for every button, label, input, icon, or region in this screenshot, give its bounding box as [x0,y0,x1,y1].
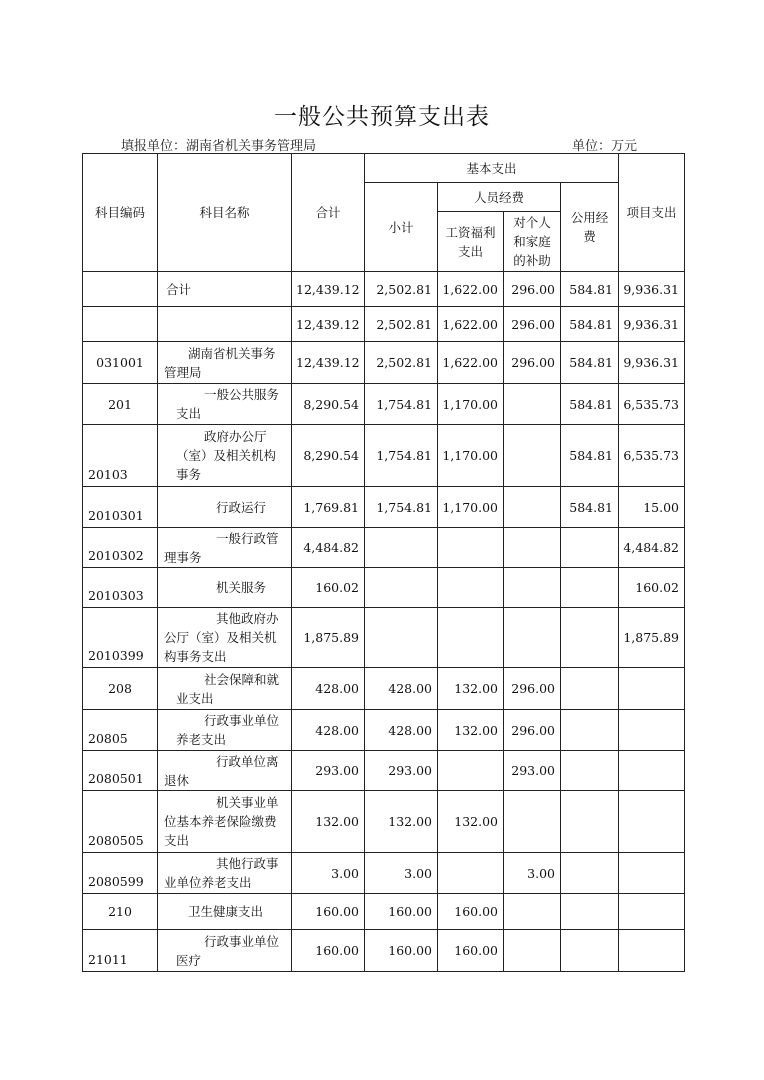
cell-subtotal: 3.00 [365,853,438,894]
cell-individual [504,894,561,930]
cell-public [561,853,619,894]
cell-code: 2010302 [83,528,158,568]
header-basic: 基本支出 [365,154,619,183]
cell-code: 031001 [83,342,158,384]
cell-individual [504,791,561,853]
cell-code: 21011 [83,930,158,972]
cell-public: 584.81 [561,487,619,528]
cell-total: 1,769.81 [292,487,365,528]
cell-name: 机关事业单位基本养老保险缴费支出 [158,791,292,853]
cell-individual: 296.00 [504,668,561,710]
cell-subtotal: 160.00 [365,894,438,930]
cell-code: 2010399 [83,608,158,668]
header-name: 科目名称 [158,154,292,272]
header-total: 合计 [292,154,365,272]
header-code: 科目编码 [83,154,158,272]
table-row [83,528,685,568]
cell-salary [438,853,504,894]
cell-subtotal [365,528,438,568]
cell-subtotal [365,608,438,668]
cell-project [619,668,685,710]
table-row [83,608,685,668]
cell-total: 4,484.82 [292,528,365,568]
cell-code: 2080599 [83,853,158,894]
cell-project [619,894,685,930]
cell-code: 2010301 [83,487,158,528]
cell-code: 20103 [83,425,158,487]
cell-name: 其他政府办公厅（室）及相关机构事务支出 [158,608,292,668]
cell-total: 8,290.54 [292,384,365,425]
cell-project: 6,535.73 [619,425,685,487]
cell-project: 1,875.89 [619,608,685,668]
cell-name: 行政运行 [158,487,292,528]
table-row [83,751,685,791]
cell-code: 210 [83,894,158,930]
table-row [83,791,685,853]
cell-public [561,894,619,930]
cell-salary: 132.00 [438,791,504,853]
cell-public [561,930,619,972]
cell-salary: 1,622.00 [438,272,504,307]
cell-name: 行政事业单位养老支出 [158,710,292,751]
cell-individual: 3.00 [504,853,561,894]
cell-individual [504,568,561,608]
table-row [83,930,685,972]
cell-name: 一般公共服务支出 [158,384,292,425]
header-salary: 工资福利支出 [438,212,504,272]
cell-subtotal: 160.00 [365,930,438,972]
cell-public [561,710,619,751]
cell-project [619,751,685,791]
cell-total: 12,439.12 [292,342,365,384]
table-row [83,384,685,425]
cell-total: 1,875.89 [292,608,365,668]
cell-total: 12,439.12 [292,307,365,342]
cell-public: 584.81 [561,384,619,425]
cell-public [561,608,619,668]
cell-salary: 160.00 [438,930,504,972]
cell-salary: 132.00 [438,710,504,751]
cell-code: 2010303 [83,568,158,608]
header-subtotal: 小计 [365,183,438,272]
cell-code: 2080501 [83,751,158,791]
cell-code [83,272,158,307]
cell-individual [504,528,561,568]
cell-individual [504,487,561,528]
cell-salary: 1,170.00 [438,384,504,425]
cell-project [619,710,685,751]
cell-subtotal: 1,754.81 [365,425,438,487]
cell-individual: 293.00 [504,751,561,791]
table-row [83,272,685,307]
cell-name: 行政单位离退休 [158,751,292,791]
cell-name: 行政事业单位医疗 [158,930,292,972]
table-row [83,853,685,894]
cell-code [83,307,158,342]
cell-project [619,791,685,853]
table-row [83,487,685,528]
cell-code: 2080505 [83,791,158,853]
table-row [83,307,685,342]
cell-name [158,307,292,342]
cell-individual: 296.00 [504,272,561,307]
cell-subtotal: 132.00 [365,791,438,853]
cell-individual: 296.00 [504,342,561,384]
cell-project: 9,936.31 [619,272,685,307]
cell-subtotal: 428.00 [365,668,438,710]
cell-salary [438,751,504,791]
cell-subtotal [365,568,438,608]
cell-salary: 1,622.00 [438,342,504,384]
cell-public [561,528,619,568]
cell-name: 机关服务 [158,568,292,608]
cell-name: 社会保障和就业支出 [158,668,292,710]
cell-individual [504,425,561,487]
cell-subtotal: 1,754.81 [365,487,438,528]
table-row [83,342,685,384]
cell-total: 293.00 [292,751,365,791]
cell-public: 584.81 [561,272,619,307]
cell-project: 4,484.82 [619,528,685,568]
cell-total: 428.00 [292,668,365,710]
cell-name: 政府办公厅（室）及相关机构事务 [158,425,292,487]
cell-subtotal: 293.00 [365,751,438,791]
cell-salary: 1,622.00 [438,307,504,342]
cell-individual [504,384,561,425]
cell-salary: 1,170.00 [438,487,504,528]
cell-project [619,853,685,894]
cell-code: 20805 [83,710,158,751]
cell-name: 其他行政事业单位养老支出 [158,853,292,894]
cell-name: 合计 [158,272,292,307]
cell-project: 9,936.31 [619,307,685,342]
cell-total: 428.00 [292,710,365,751]
table-row [83,425,685,487]
cell-code: 201 [83,384,158,425]
cell-salary: 132.00 [438,668,504,710]
cell-project: 160.02 [619,568,685,608]
cell-total: 132.00 [292,791,365,853]
table-row [83,668,685,710]
cell-public: 584.81 [561,307,619,342]
cell-subtotal: 1,754.81 [365,384,438,425]
header-personnel: 人员经费 [438,183,561,212]
cell-salary: 1,170.00 [438,425,504,487]
table-row [83,568,685,608]
cell-subtotal: 2,502.81 [365,307,438,342]
cell-individual: 296.00 [504,307,561,342]
cell-salary [438,528,504,568]
table-row [83,710,685,751]
header-public: 公用经费 [561,183,619,272]
page-title: 一般公共预算支出表 [274,104,490,130]
budget-table [82,153,685,972]
cell-individual [504,930,561,972]
cell-individual [504,608,561,668]
cell-salary [438,608,504,668]
cell-public [561,568,619,608]
cell-salary: 160.00 [438,894,504,930]
reporting-unit: 填报单位：湖南省机关事务管理局 [121,139,317,154]
cell-total: 3.00 [292,853,365,894]
cell-subtotal: 428.00 [365,710,438,751]
cell-individual: 296.00 [504,710,561,751]
table-row [83,894,685,930]
cell-code: 208 [83,668,158,710]
cell-subtotal: 2,502.81 [365,272,438,307]
cell-subtotal: 2,502.81 [365,342,438,384]
cell-public [561,668,619,710]
cell-total: 160.02 [292,568,365,608]
cell-project [619,930,685,972]
cell-total: 8,290.54 [292,425,365,487]
cell-public [561,751,619,791]
cell-project: 9,936.31 [619,342,685,384]
cell-salary [438,568,504,608]
cell-total: 160.00 [292,894,365,930]
cell-project: 15.00 [619,487,685,528]
cell-name: 卫生健康支出 [158,894,292,930]
currency-unit: 单位：万元 [572,139,638,154]
cell-total: 160.00 [292,930,365,972]
cell-total: 12,439.12 [292,272,365,307]
cell-public [561,791,619,853]
header-project: 项目支出 [619,154,685,272]
header-individual: 对个人和家庭的补助 [504,212,561,272]
cell-public: 584.81 [561,342,619,384]
cell-name: 湖南省机关事务管理局 [158,342,292,384]
cell-public: 584.81 [561,425,619,487]
cell-name: 一般行政管理事务 [158,528,292,568]
cell-project: 6,535.73 [619,384,685,425]
